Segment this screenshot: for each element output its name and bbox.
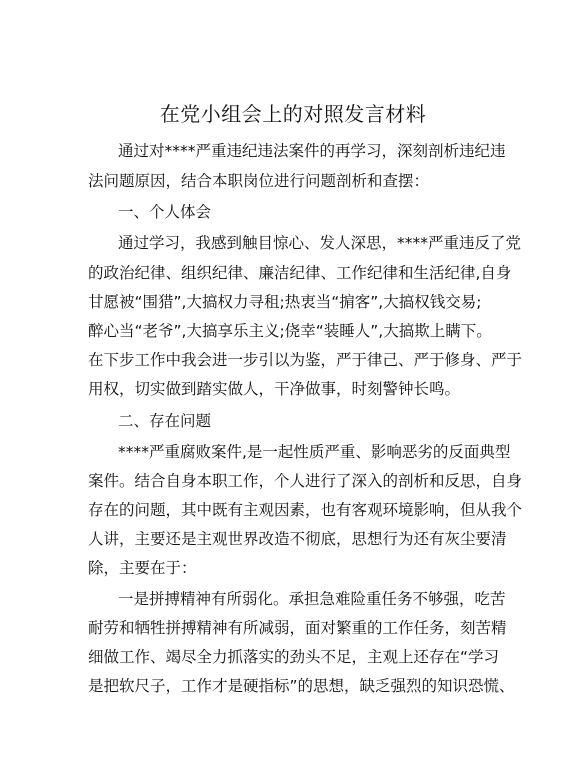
- section-heading-personal: 一、个人体会: [118, 203, 212, 221]
- document-title: 在党小组会上的对照发言材料: [159, 102, 427, 126]
- paragraph-line: 用权，切实做到踏实做人，干净做事，时刻警钟长鸣。: [88, 380, 461, 398]
- paragraph-line: ****严重腐败案件,是一起性质严重、影响恶劣的反面典型: [118, 443, 511, 461]
- paragraph-line: 醉心当“老爷”,大搞享乐主义;侥幸“装睡人”,大搞欺上瞒下。: [88, 322, 492, 340]
- section-heading-problems: 二、存在问题: [118, 412, 212, 430]
- intro-line: 通过对****严重违纪违法案件的再学习，深刻剖析违纪违: [118, 142, 506, 160]
- paragraph-line: 一是拼搏精神有所弱化。承担急难险重任务不够强，吃苦: [118, 590, 506, 608]
- paragraph-line: 人讲，主要还是主观世界改造不彻底，思想行为还有灰尘要清: [88, 530, 507, 548]
- paragraph-line: 在下步工作中我会进一步引以为鉴，严于律己、严于修身、严于: [88, 351, 523, 369]
- paragraph-line: 存在的问题，其中既有主观因素，也有客观环境影响，但从我个: [88, 501, 523, 519]
- paragraph-line: 甘愿被“围猎”,大搞权力寻租;热衷当“掮客”,大搞权钱交易;: [88, 293, 482, 311]
- paragraph-line: 的政治纪律、组织纪律、廉洁纪律、工作纪律和生活纪律,自身: [88, 264, 512, 282]
- paragraph-line: 细做工作、竭尽全力抓落实的劲头不足，主观上还存在“学习: [88, 648, 500, 666]
- paragraph-line: 耐劳和牺牲拼搏精神有所减弱，面对繁重的工作任务，刻苦精: [88, 619, 507, 637]
- paragraph-line: 是把软尺子，工作才是硬指标”的思想，缺乏强烈的知识恐慌、: [88, 677, 515, 695]
- paragraph-line: 通过学习，我感到触目惊心、发人深思，****严重违反了党: [118, 234, 522, 252]
- paragraph-line: 案件。结合自身本职工作，个人进行了深入的剖析和反思，自身: [88, 472, 523, 490]
- paragraph-line: 除，主要在于：: [88, 559, 197, 577]
- intro-line: 法问题原因，结合本职岗位进行问题剖析和查摆：: [88, 172, 430, 190]
